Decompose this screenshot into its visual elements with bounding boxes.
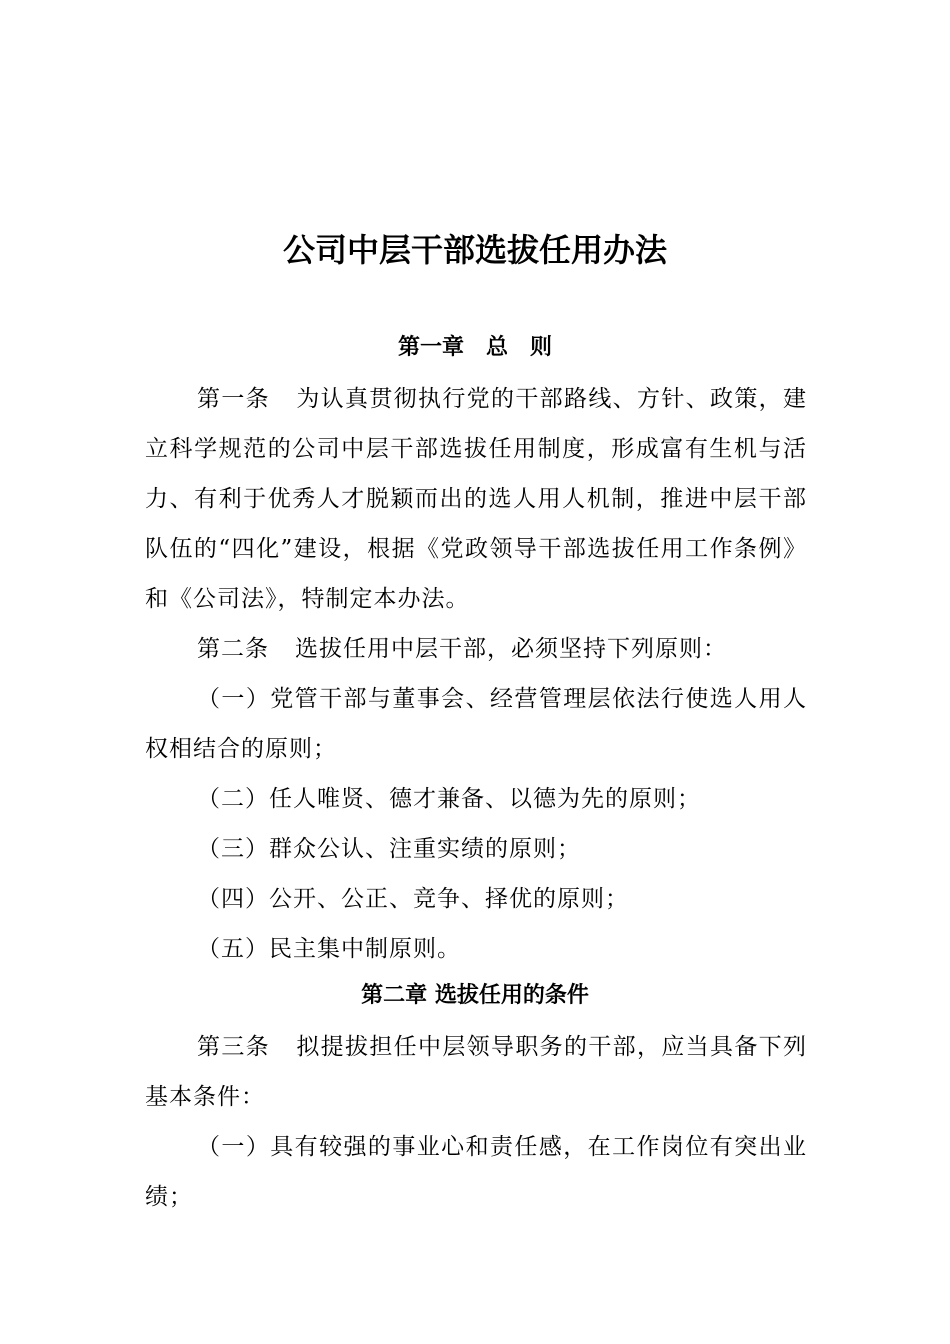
- condition-item: （一）具有较强的事业心和责任感，在工作岗位有突出业绩；: [145, 1134, 807, 1210]
- chapter-2-heading: 第二章 选拔任用的条件: [361, 983, 589, 1008]
- article-3: [145, 1022, 807, 1122]
- principle-item: （五）民主集中制原则。: [197, 936, 461, 962]
- article-2-text: 选拔任用中层干部，必须坚持下列原则：: [295, 636, 727, 662]
- principle-item: （三）群众公认、注重实绩的原则；: [197, 836, 581, 862]
- article-1-label: 第一条: [197, 386, 270, 412]
- article-3-label: 第三条: [197, 1034, 270, 1060]
- article-2-label: 第二条: [197, 636, 269, 662]
- article-1-text: 为认真贯彻执行党的干部路线、方针、政策，建立科学规范的公司中层干部选拔任用制度，形成富有生机与活力、有利于优秀人才脱颖而出的选人用人机制，推进中层干部队伍的“四化”建设，根据《党政领导干部选拔任用工作条例》和《公司法》，特制定本办法。: [145, 386, 807, 612]
- principle-item: （一）党管干部与董事会、经营管理层依法行使选人用人权相结合的原则；: [145, 686, 807, 762]
- article-3-text: 拟提拔担任中层领导职务的干部，应当具备下列基本条件：: [145, 1034, 807, 1110]
- chapter-1-body: [145, 374, 807, 974]
- article-1: [145, 374, 807, 624]
- principle-item: （二）任人唯贤、德才兼备、以德为先的原则；: [197, 786, 701, 812]
- chapter-2-body: [145, 1022, 807, 1222]
- document-title: 公司中层干部选拔任用办法: [282, 231, 667, 269]
- principle-item: （四）公开、公正、竞争、择优的原则；: [197, 886, 629, 912]
- chapter-1-heading: 第一章 总 则: [397, 335, 552, 360]
- article-2: [145, 624, 807, 674]
